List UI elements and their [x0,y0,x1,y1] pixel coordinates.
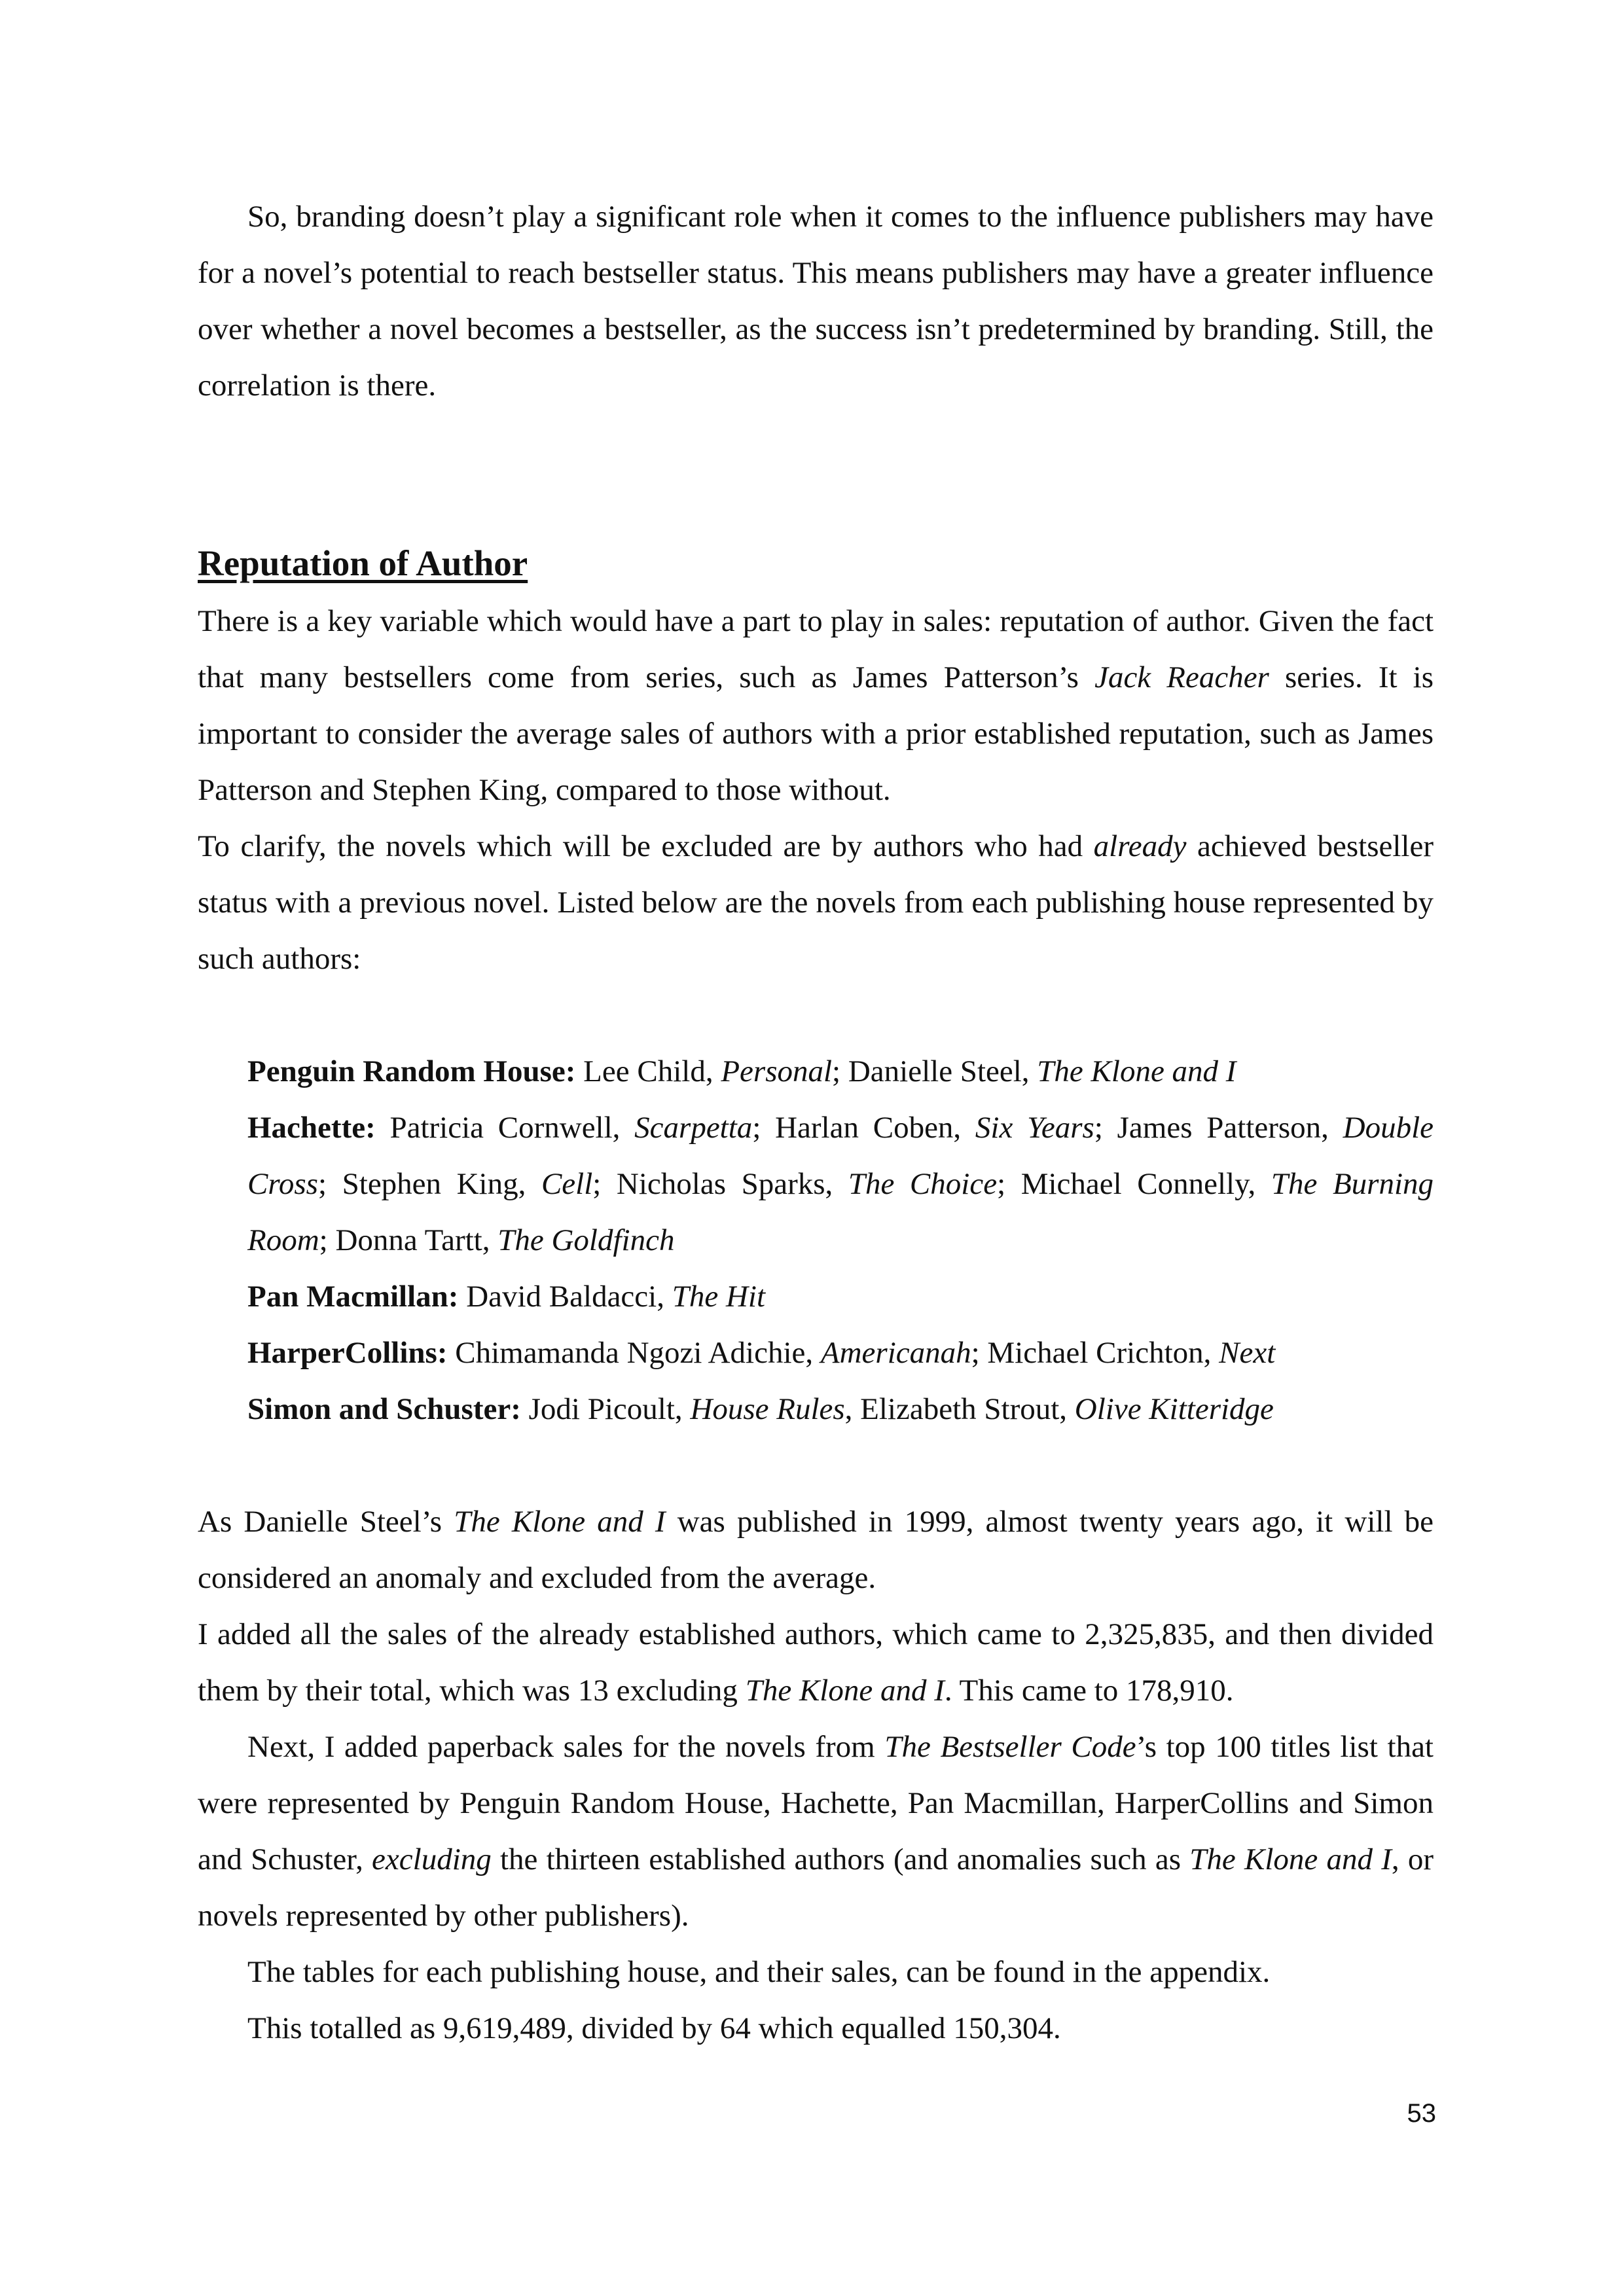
book-title: The Klone and I [1189,1842,1392,1876]
paragraph-anomaly [198,1494,1434,1606]
book-title: The Burning Room [247,1167,1434,1257]
author-name: ; Donna Tartt, [319,1223,498,1257]
page-number: 53 [1407,2099,1436,2128]
publisher-entry-harpercollins [247,1325,1434,1381]
publisher-name: Simon and Schuster: [247,1392,521,1426]
paragraph-text: . This came to 178,910. [944,1674,1234,1708]
publisher-entry-hachette [247,1100,1434,1268]
paragraph-text: the thirteen established authors (and anomalies such as [491,1842,1190,1876]
author-name: Lee Child, [575,1054,721,1088]
paragraph-total: This totalled as 9,619,489, divided by 64 which equalled 150,304. [247,2011,1061,2045]
author-name: Patricia Cornwell, [375,1111,635,1145]
book-title: Cell [541,1167,593,1201]
paragraph-text: , or novels represented by other publishers). [198,1842,1434,1933]
paragraph-appendix: The tables for each publishing house, and their sales, can be found in the appendix. [247,1955,1271,1989]
author-name: ; James Patterson, [1094,1111,1343,1145]
book-title: Next [1219,1336,1276,1370]
publisher-entry-pan-macmillan [247,1268,1434,1325]
book-title: Olive Kitteridge [1074,1392,1274,1426]
paragraph-text: was published in 1999, almost twenty years ago, it will be considered an anomaly and excluded from the average. [198,1505,1434,1595]
paragraph-paperback-sales [198,1719,1434,1944]
publisher-name: Hachette: [247,1111,376,1145]
author-name: ; Harlan Coben, [752,1111,975,1145]
author-name: , Elizabeth Strout, [844,1392,1075,1426]
publisher-entry-penguin [247,1043,1434,1100]
author-name: Chimamanda Ngozi Adichie, [447,1336,821,1370]
paragraph-key-variable [198,593,1434,818]
book-title: Personal [721,1054,833,1088]
book-title: The Bestseller Code [884,1730,1136,1764]
book-title: Americanah [820,1336,971,1370]
author-name: ; Michael Crichton, [971,1336,1219,1370]
author-name: ; Michael Connelly, [997,1167,1271,1201]
series-title: Jack Reacher [1094,660,1269,694]
author-name: ; Stephen King, [317,1167,541,1201]
paragraph-branding [198,188,1434,414]
paragraph-text: achieved bestseller status with a previous novel. Listed below are the novels from each publishing house represented by such authors: [198,829,1434,976]
paragraph-text: So, branding doesn’t play a significant role when it comes to the influence publishers may have for a novel’s potential to reach bestseller status. This means publishers may have a greater influence over whether a novel becomes a bestseller, as the success isn’t predetermined by branding. Still, the correlation is there. [198,200,1434,403]
paragraph-text: ’s top 100 titles list that were represented by Penguin Random House, Hachette, Pan Macmillan, HarperCollins and Simon and Schuster, [198,1730,1434,1876]
book-title: The Choice [848,1167,998,1201]
publisher-name: Pan Macmillan: [247,1280,459,1314]
book-title: Scarpetta [634,1111,753,1145]
book-title: Six Years [975,1111,1094,1145]
paragraph-clarify [198,818,1434,987]
book-title: The Klone and I [745,1674,945,1708]
section-heading: Reputation of Author [198,543,528,583]
emphasis: already [1093,829,1187,863]
author-name: ; Danielle Steel, [832,1054,1038,1088]
paragraph-text: As Danielle Steel’s [198,1505,454,1539]
paragraph-text: series. It is important to consider the average sales of authors with a prior established reputation, such as James Patterson and Stephen King, compared to those without. [198,660,1434,807]
author-name: David Baldacci, [458,1280,672,1314]
book-title: House Rules [690,1392,845,1426]
author-name: Jodi Picoult, [520,1392,691,1426]
book-title: The Klone and I [454,1505,666,1539]
page-body [198,188,1434,2056]
paragraph-text: Next, I added paperback sales for the novels from [247,1730,885,1764]
publisher-name: Penguin Random House: [247,1054,576,1088]
paragraph-established-sales [198,1606,1434,1719]
publisher-list [198,1043,1434,1437]
publisher-name: HarperCollins: [247,1336,448,1370]
emphasis: excluding [372,1842,492,1876]
paragraph-text: I added all the sales of the already established authors, which came to 2,325,835, and then divided them by their total, which was 13 excluding [198,1617,1434,1708]
book-title: The Goldfinch [497,1223,675,1257]
book-title: The Hit [672,1280,766,1314]
book-title: Double Cross [247,1111,1434,1201]
book-title: The Klone and I [1037,1054,1236,1088]
paragraph-text: To clarify, the novels which will be excluded are by authors who had [198,829,1094,863]
author-name: ; Nicholas Sparks, [592,1167,848,1201]
paragraph-text: There is a key variable which would have a part to play in sales: reputation of author. Given the fact that many bestsellers come from series, such as James Patterson’s [198,604,1434,694]
publisher-entry-simon-schuster [247,1381,1434,1437]
